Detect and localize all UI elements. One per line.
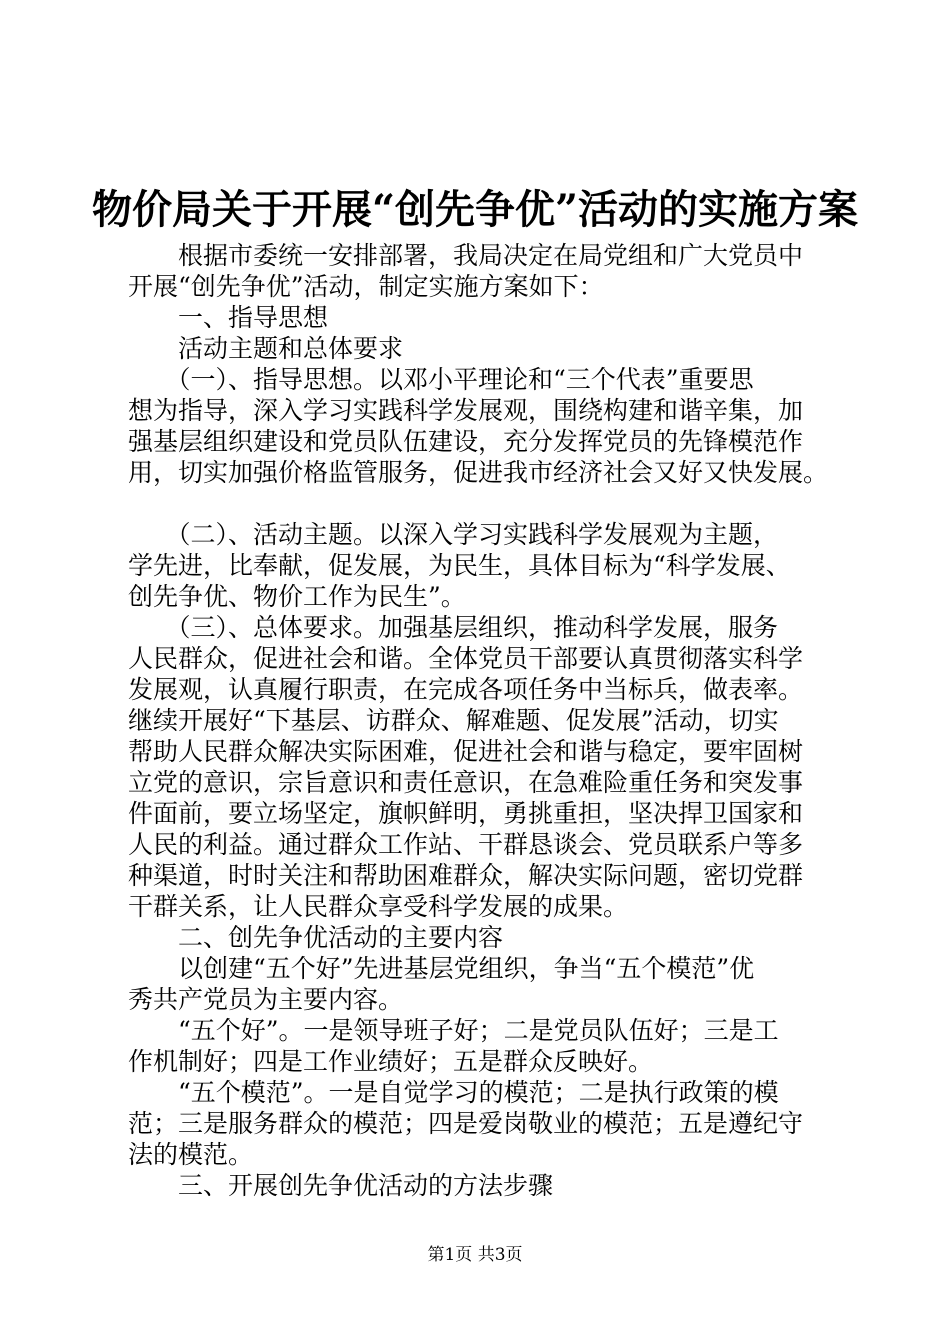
- text-line: 开展“创先争优”活动，制定实施方案如下：: [128, 272, 604, 301]
- text-line: “五个模范”。一是自觉学习的模范；二是执行政策的模: [128, 1078, 779, 1107]
- text-line: 继续开展好“下基层、访群众、解难题、促发展”活动，切实: [128, 706, 779, 735]
- text-line: 立党的意识，宗旨意识和责任意识，在急难险重任务和突发事: [128, 768, 804, 797]
- document-body: [128, 240, 848, 1201]
- text-line: 用，切实加强价格监管服务，促进我市经济社会又好又快发展。: [128, 458, 829, 487]
- text-line: 人民群众，促进社会和谐。全体党员干部要认真贯彻落实科学: [128, 644, 804, 673]
- text-line: 件面前，要立场坚定，旗帜鲜明，勇挑重担，坚决捍卫国家和: [128, 799, 804, 828]
- text-line: 二、创先争优活动的主要内容: [128, 923, 504, 952]
- text-line: 作机制好；四是工作业绩好；五是群众反映好。: [128, 1047, 654, 1076]
- text-line: 干群关系，让人民群众享受科学发展的成果。: [128, 892, 629, 921]
- text-line: 人民的利益。通过群众工作站、干群恳谈会、党员联系户等多: [128, 830, 804, 859]
- text-line: 以创建“五个好”先进基层党组织，争当“五个模范”优: [128, 954, 755, 983]
- text-line: （二）、活动主题。以深入学习实践科学发展观为主题，: [128, 520, 779, 549]
- text-line: 法的模范。: [128, 1140, 254, 1169]
- text-line: 种渠道，时时关注和帮助困难群众，解决实际问题，密切党群: [128, 861, 804, 890]
- text-line: 学先进，比奉献，促发展，为民生，具体目标为“科学发展、: [128, 551, 791, 580]
- text-line: 创先争优、物价工作为民生”。: [128, 582, 466, 611]
- text-line: 帮助人民群众解决实际困难，促进社会和谐与稳定，要牢固树: [128, 737, 804, 766]
- text-line: 秀共产党员为主要内容。: [128, 985, 404, 1014]
- text-line: 范；三是服务群众的模范；四是爱岗敬业的模范；五是遵纪守: [128, 1109, 804, 1138]
- text-line: 根据市委统一安排部署，我局决定在局党组和广大党员中: [128, 241, 804, 270]
- text-line: 一、指导思想: [128, 303, 329, 332]
- page-footer: 第1页 共3页: [427, 1245, 523, 1265]
- text-line: （三）、总体要求。加强基层组织，推动科学发展，服务: [128, 613, 779, 642]
- text-line: 三、开展创先争优活动的方法步骤: [128, 1171, 554, 1200]
- text-line: （一）、指导思想。以邓小平理论和“三个代表”重要思: [128, 365, 754, 394]
- text-line: “五个好”。一是领导班子好；二是党员队伍好；三是工: [128, 1016, 779, 1045]
- text-line: 发展观，认真履行职责，在完成各项任务中当标兵，做表率。: [128, 675, 804, 704]
- text-line: 想为指导，深入学习实践科学发展观，围绕构建和谐辛集，加: [128, 396, 804, 425]
- text-line: 活动主题和总体要求: [128, 334, 404, 363]
- text-line: [128, 488, 848, 519]
- text-line: 强基层组织建设和党员队伍建设，充分发挥党员的先锋模范作: [128, 427, 804, 456]
- document-title: 物价局关于开展“创先争优”活动的实施方案: [91, 186, 858, 233]
